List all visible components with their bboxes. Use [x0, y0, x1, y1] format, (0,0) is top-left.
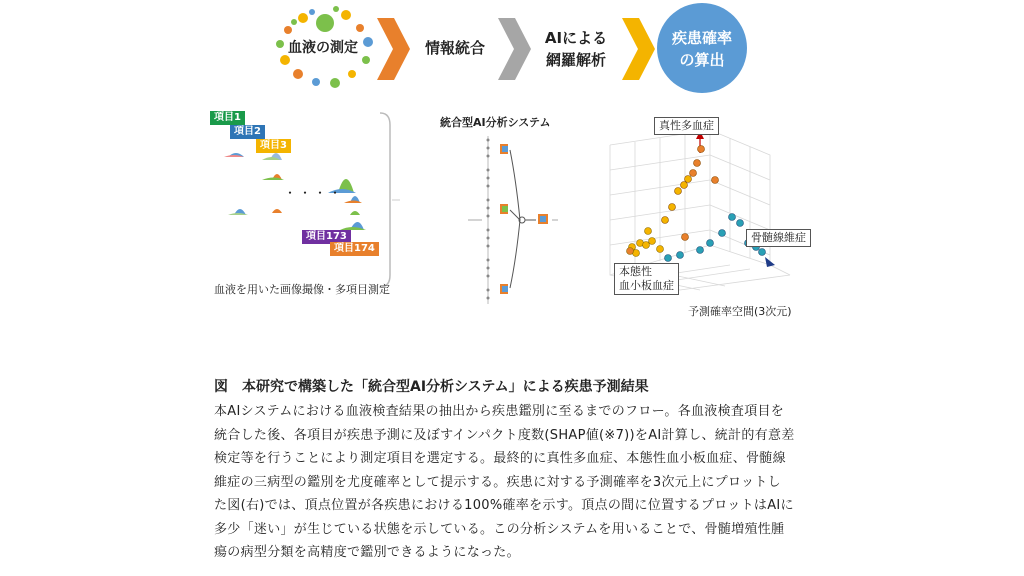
description-line: 瘍の病型分類を高精度で鑑別できるようになった。: [214, 545, 520, 560]
description-line: 多少「迷い」が生じている状態を示している。この分析システムを用いることで、骨髄増殖性腫: [214, 521, 785, 537]
label-polycythemia-vera: 真性多血症: [654, 117, 719, 135]
probability-circle: [657, 3, 747, 93]
description-line: 検定等を行うことにより測定項目を選定する。最終的に真性多血症、本態性血小板血症、骨髄線: [214, 451, 786, 466]
histogram-8: [272, 209, 282, 213]
tag-item3: 項目3: [256, 139, 291, 153]
label-et-box: [614, 263, 679, 295]
label-et-line2: 血小板血症: [619, 279, 674, 292]
tag-item174: 項目174: [330, 242, 379, 256]
description-line: 本AIシステムにおける血液検査結果の抽出から疾患鑑別に至るまでのフロー。各血液検査項目を: [214, 404, 785, 419]
ellipsis-dots: ・・・・: [284, 186, 345, 200]
description-line: た図(右)では、頂点位置が各疾患における100%確率を示す。頂点の間に位置するプロットはAIに: [214, 498, 794, 513]
flow-step-integration: 情報統合: [424, 39, 485, 57]
figure-title: 図 本研究で構築した「統合型AI分析システム」による疾患予測結果: [214, 379, 649, 395]
description-line: 統合した後、各項目が疾患予測に及ぼすインパクト度数(SHAP値(※7))をAI計算し、統計的有意差: [214, 427, 795, 443]
system-title: 統合型AI分析システム: [440, 116, 551, 129]
histogram-9: [340, 222, 366, 230]
flow-step-blood-measure: 血液の測定: [288, 40, 358, 56]
left-bracket: [380, 113, 390, 287]
histogram-3: [262, 174, 284, 180]
arrow-chevron-orange: [377, 18, 410, 80]
tag-item1: 項目1: [210, 111, 245, 125]
arrow-chevron-gray: [498, 18, 531, 80]
figure-description: [214, 400, 834, 565]
flow-step-prob-line1: 疾患確率: [671, 29, 732, 47]
tag-item173: 項目173: [302, 230, 351, 244]
probability-3d-plot: [560, 125, 820, 305]
label-et-line1: 本態性: [619, 265, 652, 278]
histogram-6: [350, 211, 360, 215]
label-myelofibrosis: 骨髄線維症: [746, 229, 811, 247]
flow-step-ai-line1: AIによる: [544, 29, 608, 47]
description-line: 維症の三病型の鑑別を尤度確率として提示する。疾患に対する予測確率を3次元上にプロットし: [214, 474, 781, 490]
flow-diagram: [0, 0, 1024, 100]
flow-step-ai-line2: 網羅解析: [545, 51, 606, 69]
arrow-chevron-yellow: [622, 18, 655, 80]
histogram-1: [224, 153, 244, 157]
network-diagram: [468, 130, 558, 310]
histogram-2: [262, 153, 282, 160]
left-panel-caption: 血液を用いた画像撮像・多項目測定: [214, 283, 390, 296]
network-blocks: [500, 144, 548, 294]
histogram-7: [228, 209, 248, 215]
prediction-space-label: 予測確率空間(3次元): [688, 305, 792, 318]
flow-step-prob-line2: の算出: [679, 51, 725, 69]
tag-item2: 項目2: [230, 125, 265, 139]
histogram-5: [344, 196, 362, 203]
